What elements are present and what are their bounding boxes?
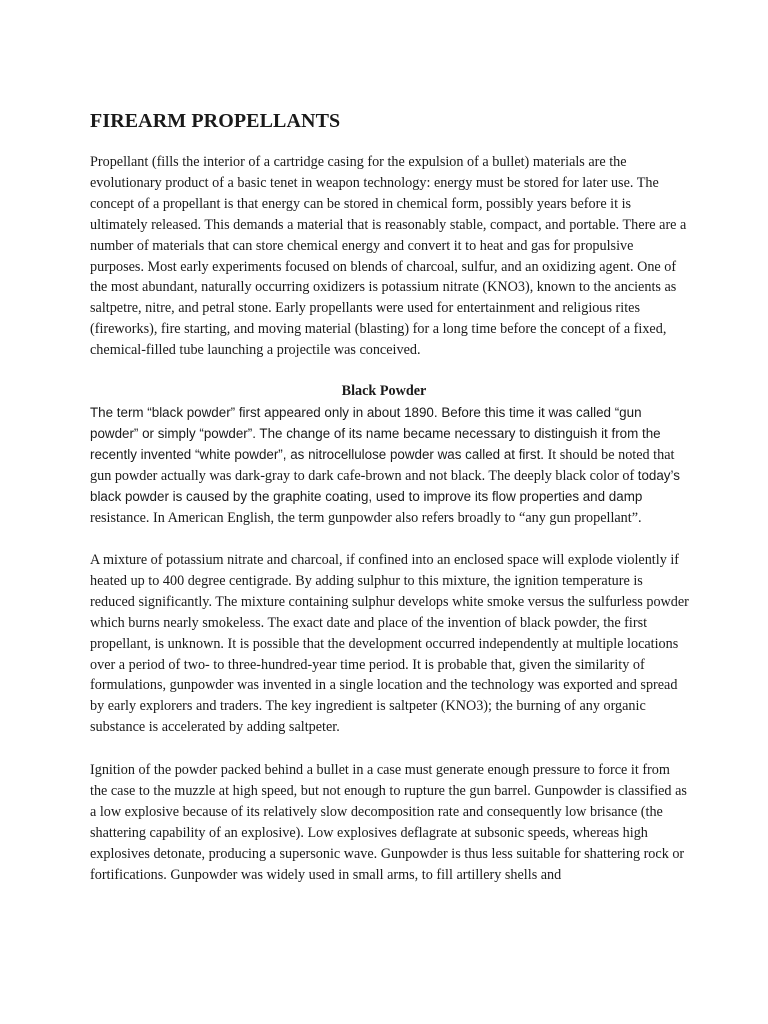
paragraph-segment: resistance. In American English, the term gunpowder also refers broadly to “any gun propellant”. <box>90 509 642 526</box>
section-heading-black-powder: Black Powder <box>341 383 427 399</box>
page-title: FIREARM PROPELLANTS <box>90 110 341 132</box>
intro-paragraph: Propellant (fills the interior of a cartridge casing for the expulsion of a bullet) materials are the evolutionary product of a basic tenet in weapon technology: energy must be stored for later use. The concept of a propellant is that energy can be stored in chemical form, possibly years before it is ultimately released. This demands a material that is reasonably stable, compact, and portable. There are a number of materials that can store chemical energy and convert it to heat and gas for propulsive purposes. Most early experiments focused on blends of charcoal, sulfur, and an oxidizing agent. One of the most abundant, naturally occurring oxidizers is potassium nitrate (KNO3), known to the ancients as saltpetre, nitre, and petral stone. Early propellants were used for entertainment and religious rites (fireworks), fire starting, and moving material (blasting) for a long time before the concept of a fixed, chemical-filled tube launching a projectile was conceived. <box>90 154 687 359</box>
black-powder-paragraph-1 <box>90 403 690 528</box>
paragraph-segment: today’s black powder is caused by the graphite coating, used to improve its flow properties and damp <box>90 467 680 504</box>
black-powder-paragraph-2: A mixture of potassium nitrate and charcoal, if confined into an enclosed space will explode violently if heated up to 400 degree centigrade. By adding sulphur to this mixture, the ignition temperature is reduced significantly. The mixture containing sulphur develops white smoke versus the sulfurless powder which burns nearly smokeless. The exact date and place of the invention of black powder, the first propellant, is unknown. It is possible that the development occurred independently at multiple locations over a period of two- to three-hundred-year time period. It is probable that, given the similarity of formulations, gunpowder was invented in a single location and the technology was exported and spread by early explorers and traders. The key ingredient is saltpeter (KNO3); the burning of any organic substance is accelerated by adding saltpeter. <box>90 552 689 736</box>
black-powder-paragraph-3: Ignition of the powder packed behind a bullet in a case must generate enough pressure to force it from the case to the muzzle at high speed, but not enough to rupture the gun barrel. Gunpowder is classified as a low explosive because of its relatively slow decomposition rate and consequently low brisance (the shattering capability of an explosive). Low explosives deflagrate at subsonic speeds, whereas high explosives detonate, producing a supersonic wave. Gunpowder is thus less suitable for shattering rock or fortifications. Gunpowder was widely used in small arms, to fill artillery shells and <box>90 762 687 883</box>
paragraph-segment: It should be noted that gun powder actually was dark-gray to dark cafe-brown and not black. The deeply black color of <box>90 446 675 484</box>
paragraph-segment: The term “black powder” first appeared only in about 1890. Before this time it was called “gun powder” or simply “powder”. The change of its name became necessary to distinguish it from the recently invented “white powder”, as nitrocellulose powder was called at first. <box>90 405 661 462</box>
